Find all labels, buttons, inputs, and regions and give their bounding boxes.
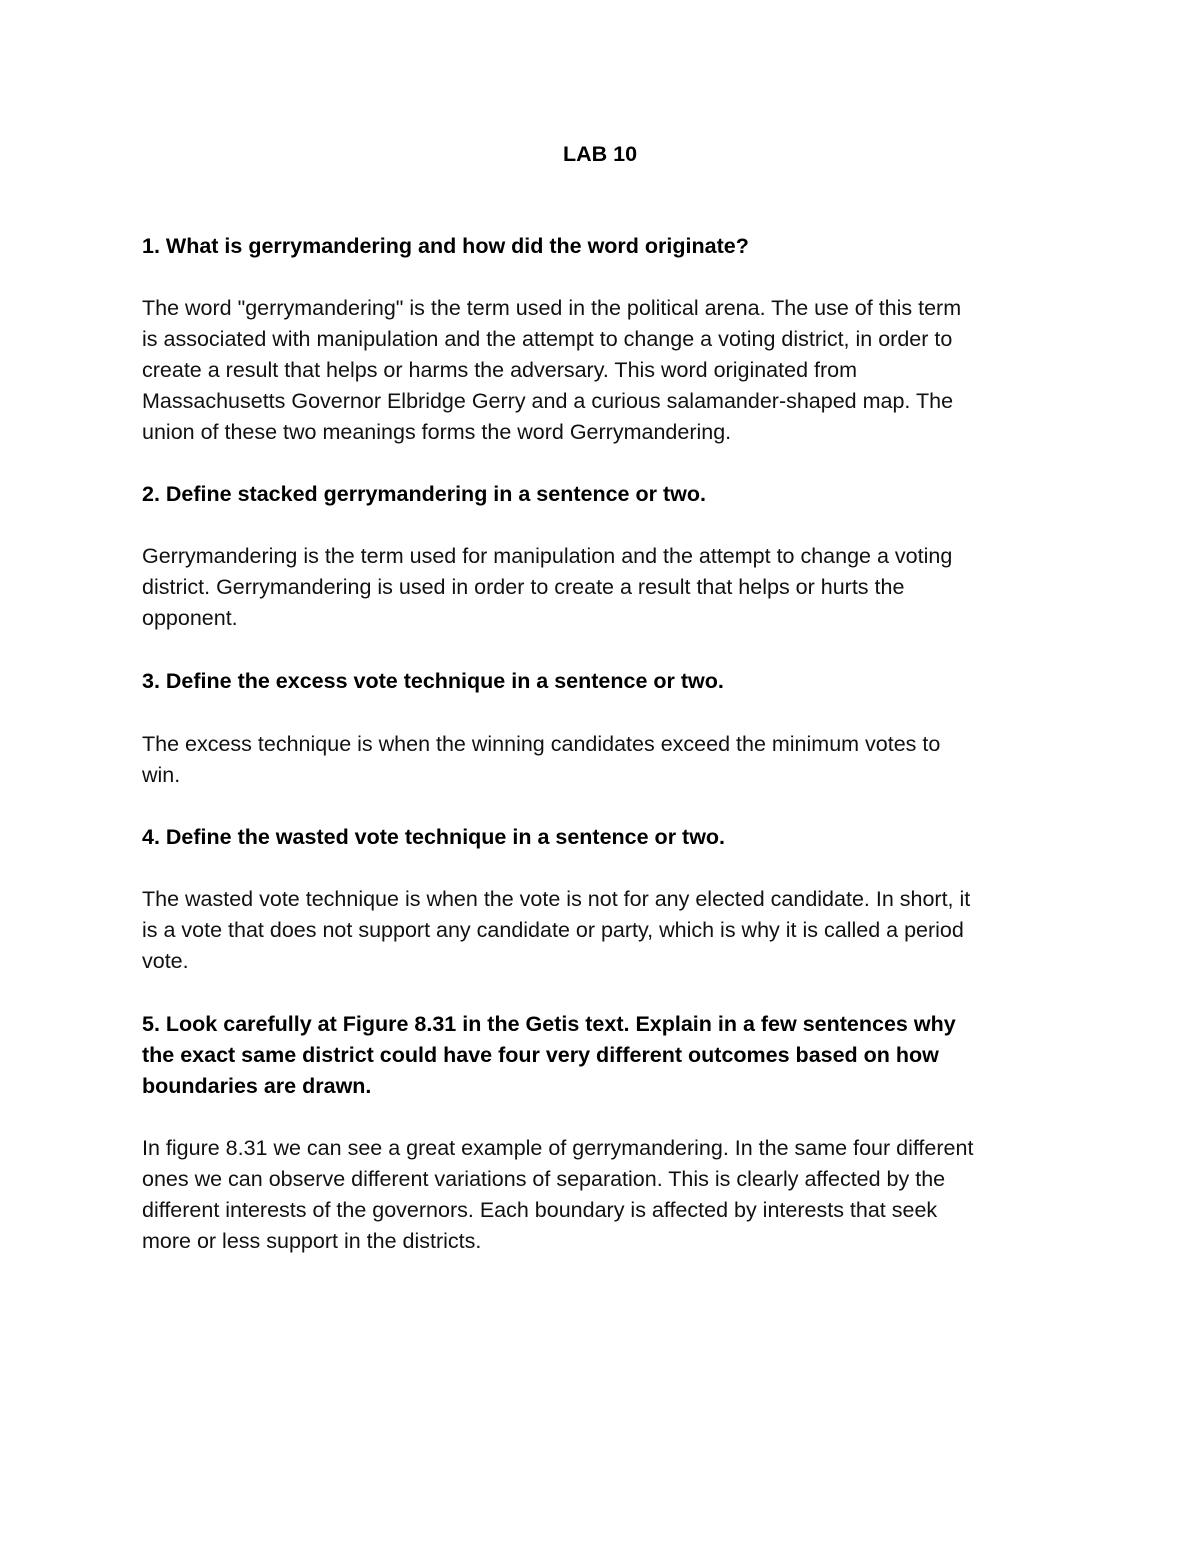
question-line: 3. Define the excess vote technique in a sentence or two. [142,669,724,693]
question-1 [142,231,1062,262]
answer-line: The wasted vote technique is when the vote is not for any elected candidate. In short, it [142,887,971,911]
answer-line: The word "gerrymandering" is the term used in the political arena. The use of this term [142,296,962,320]
question-4 [142,822,1062,853]
question-line: boundaries are drawn. [142,1074,372,1098]
document-title: LAB 10 [562,142,638,166]
answer-line: more or less support in the districts. [142,1229,482,1253]
answer-line: union of these two meanings forms the word Gerrymandering. [142,420,732,444]
question-line: 4. Define the wasted vote technique in a sentence or two. [142,825,726,849]
answer-1 [142,293,1062,448]
answer-line: create a result that helps or harms the adversary. This word originated from [142,358,858,382]
answer-2 [142,541,1062,634]
answer-line: ones we can observe different variations of separation. This is clearly affected by the [142,1167,946,1191]
answer-line: different interests of the governors. Each boundary is affected by interests that seek [142,1198,938,1222]
answer-line: is associated with manipulation and the attempt to change a voting district, in order to [142,327,953,351]
question-5 [142,1009,1062,1102]
answer-line: is a vote that does not support any candidate or party, which is why it is called a period [142,918,964,942]
answer-5 [142,1133,1062,1257]
answer-line: The excess technique is when the winning candidates exceed the minimum votes to [142,732,941,756]
answer-line: district. Gerrymandering is used in order to create a result that helps or hurts the [142,575,905,599]
answer-line: opponent. [142,606,238,630]
question-line: 2. Define stacked gerrymandering in a sentence or two. [142,482,706,506]
question-2 [142,479,1062,510]
answer-line: Gerrymandering is the term used for manipulation and the attempt to change a voting [142,544,953,568]
answer-line: In figure 8.31 we can see a great example of gerrymandering. In the same four different [142,1136,974,1160]
question-line: 1. What is gerrymandering and how did the word originate? [142,234,749,258]
answer-line: vote. [142,949,189,973]
question-line: 5. Look carefully at Figure 8.31 in the Getis text. Explain in a few sentences why [142,1012,956,1036]
answer-line: Massachusetts Governor Elbridge Gerry and a curious salamander-shaped map. The [142,389,954,413]
answer-4 [142,884,1062,977]
answer-3 [142,729,1062,791]
question-3 [142,666,1062,697]
answer-line: win. [142,763,181,787]
question-line: the exact same district could have four very different outcomes based on how [142,1043,939,1067]
